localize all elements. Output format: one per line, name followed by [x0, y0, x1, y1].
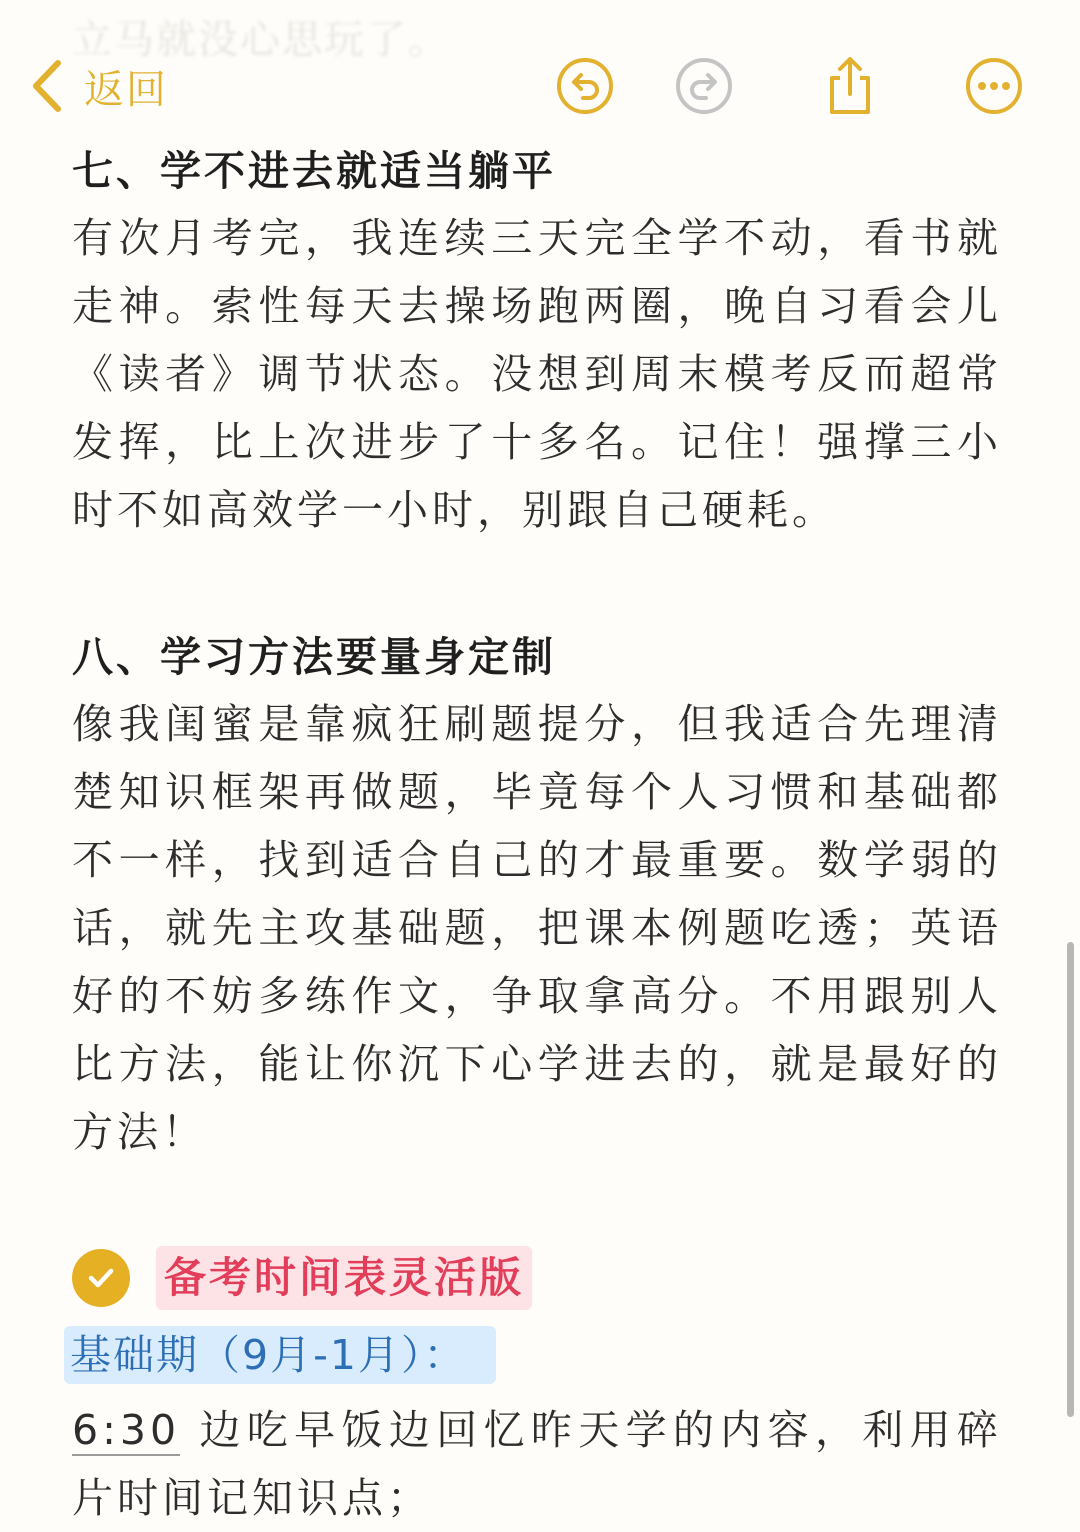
back-button[interactable]: [30, 54, 168, 118]
schedule-time: 6:30: [72, 1406, 181, 1454]
section-body-7: 有次月考完，我连续三天完全学不动，看书就走神。索性每天去操场跑两圈，晚自习看会儿《读者》调节状态。没想到周末模考反而超常发挥，比上次进步了十多名。记住！强撑三小时不如高效学一小时，别跟自己硬耗。: [72, 214, 1002, 534]
scrollbar[interactable]: [1067, 942, 1074, 1417]
timetable-title: 备考时间表灵活版: [156, 1246, 532, 1310]
section-body-8: 像我闺蜜是靠疯狂刷题提分，但我适合先理清楚知识框架再做题，毕竟每个人习惯和基础都不一样，找到适合自己的才最重要。数学弱的话，就先主攻基础题，把课本例题吃透；英语好的不妨多练作文，争取拿高分。不用跟别人比方法，能让你沉下心学进去的，就是最好的方法！: [72, 700, 1002, 1156]
period-label: 基础期（9月-1月）：: [64, 1326, 496, 1384]
checkmark-icon[interactable]: [72, 1249, 130, 1307]
more-icon[interactable]: [962, 54, 1026, 118]
top-toolbar: [0, 46, 1080, 126]
chevron-left-icon: [30, 59, 64, 113]
redo-icon[interactable]: [672, 54, 736, 118]
note-content[interactable]: [72, 138, 1002, 1532]
section-heading-8: 八、学习方法要量身定制: [72, 633, 556, 681]
faded-previous-text: 立马就没心思玩了。: [72, 17, 450, 63]
schedule-text: 边吃早饭边回忆昨天学的内容，利用碎片时间记知识点；: [72, 1406, 1002, 1522]
section-heading-7: 七、学不进去就适当躺平: [72, 147, 556, 195]
back-label: 返回: [84, 66, 168, 113]
undo-icon[interactable]: [553, 54, 617, 118]
schedule-entry: [72, 1396, 1002, 1532]
timetable-title-row: [72, 1246, 1002, 1310]
share-icon[interactable]: [818, 54, 882, 118]
